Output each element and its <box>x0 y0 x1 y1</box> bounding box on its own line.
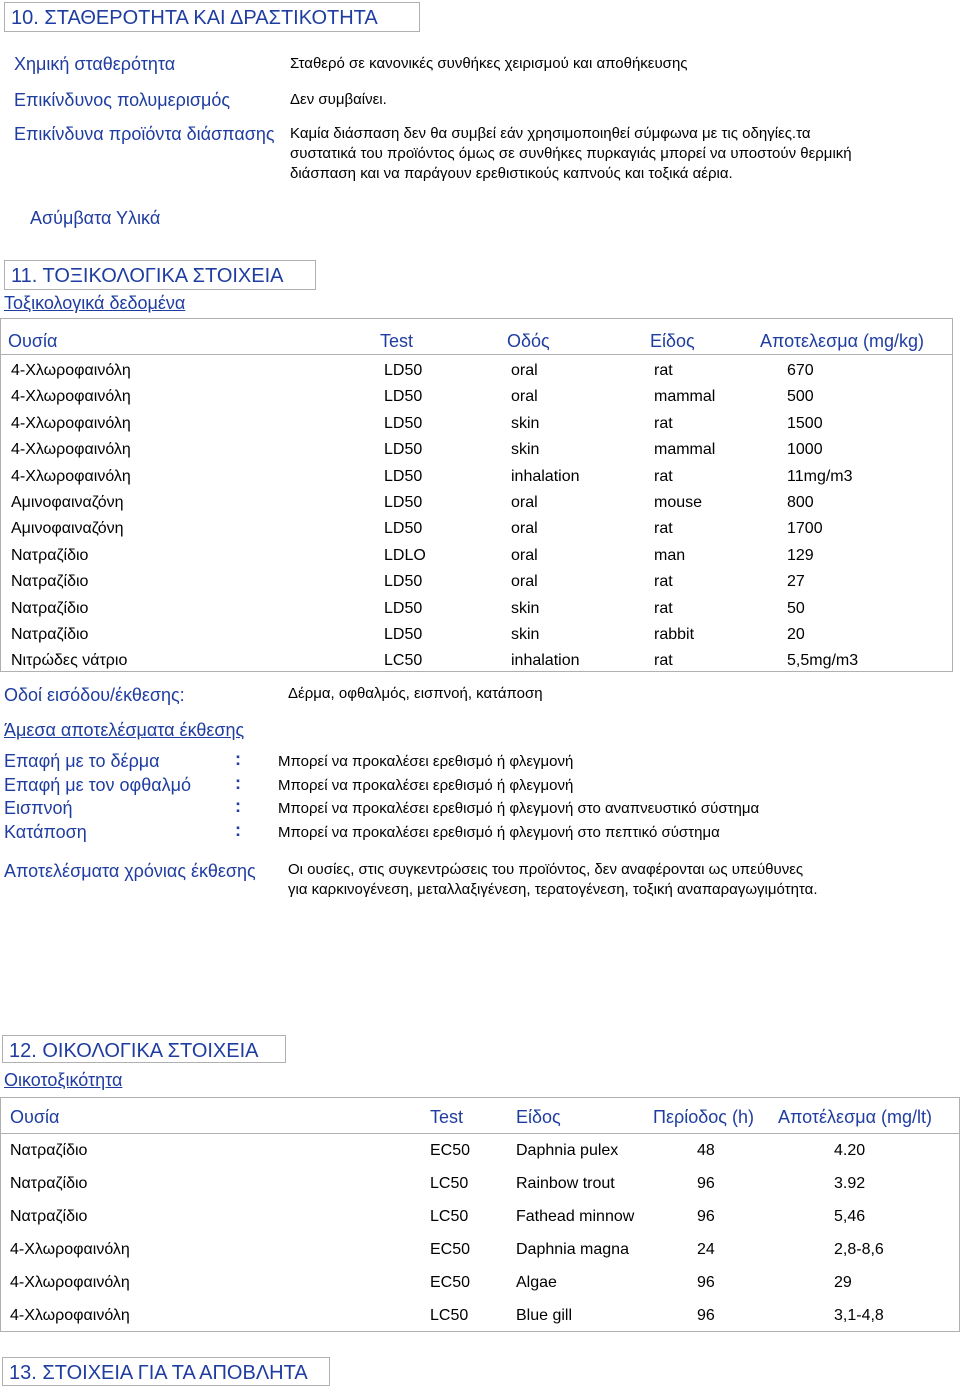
tox-cell-species: rat <box>654 573 673 591</box>
decomposition-label: Επικίνδυνα προϊόντα διάσπασης <box>14 124 275 144</box>
decomposition-line-2: συστατικά του προϊόντος όμως σε συνθήκες πυρκαγιάς μπορεί να υποστούν θερμική <box>290 145 852 162</box>
tox-cell-species: rat <box>654 414 673 432</box>
tox-cell-test: LD50 <box>384 520 423 538</box>
eco-cell-result: 3,1-4,8 <box>834 1307 884 1324</box>
eco-cell-result: 29 <box>834 1274 852 1291</box>
section-12-title: 12. ΟΙΚΟΛΟΓΙΚΑ ΣΤΟΙΧΕΙΑ <box>2 1035 286 1063</box>
eco-cell-result: 5,46 <box>834 1208 866 1225</box>
tox-cell-result: 20 <box>787 626 805 643</box>
eco-header-substance: Ουσία <box>10 1107 60 1127</box>
effect-colon: : <box>235 749 241 769</box>
chemical-stability-label: Χημική σταθερότητα <box>14 54 176 74</box>
tox-cell-substance: Αμινοφαιναζόνη <box>11 494 124 511</box>
tox-cell-substance: Νατραζίδιο <box>11 546 89 564</box>
tox-cell-substance: 4-Χλωροφαινόλη <box>11 362 131 379</box>
tox-cell-substance: 4-Χλωροφαινόλη <box>11 467 131 485</box>
tox-cell-route: inhalation <box>511 467 580 485</box>
effect-value: Μπορεί να προκαλέσει ερεθισμό ή φλεγμονή στο πεπτικό σύστημα <box>278 823 720 841</box>
tox-header-species: Είδος <box>650 331 695 351</box>
eco-cell-substance: Νατραζίδιο <box>10 1175 88 1192</box>
effect-label: Κατάποση <box>4 821 87 842</box>
tox-cell-route: oral <box>511 494 538 511</box>
effect-label: Επαφή με το δέρμα <box>4 751 160 771</box>
tox-cell-result: 1000 <box>787 441 823 459</box>
tox-cell-route: oral <box>511 573 538 591</box>
section-11-title: 11. ΤΟΞΙΚΟΛΟΓΙΚΑ ΣΤΟΙΧΕΙΑ <box>4 260 316 290</box>
tox-cell-result: 1500 <box>787 414 823 432</box>
effect-colon: : <box>235 796 241 816</box>
eco-cell-test: LC50 <box>430 1208 469 1225</box>
eco-cell-substance: 4-Χλωροφαινόλη <box>10 1307 130 1324</box>
eco-cell-species: Daphnia pulex <box>516 1142 619 1159</box>
eco-cell-test: EC50 <box>430 1274 471 1291</box>
eco-cell-species: Daphnia magna <box>516 1241 629 1258</box>
tox-cell-test: LD50 <box>384 467 423 485</box>
effect-value: Μπορεί να προκαλέσει ερεθισμό ή φλεγμονή στο αναπνευστικό σύστημα <box>278 800 760 817</box>
eco-cell-test: EC50 <box>430 1241 471 1258</box>
tox-cell-result: 50 <box>787 599 805 617</box>
exposure-routes-value: Δέρμα, οφθαλμός, εισπνοή, κατάποση <box>288 685 543 702</box>
tox-cell-test: LD50 <box>384 626 423 643</box>
tox-cell-result: 11mg/m3 <box>787 467 853 485</box>
tox-cell-substance: Νατραζίδιο <box>11 599 89 617</box>
tox-cell-result: 1700 <box>787 520 823 538</box>
tox-cell-route: oral <box>511 546 538 564</box>
tox-cell-species: rat <box>654 520 673 538</box>
chronic-effects-line-2: για καρκινογένεση, μεταλλαξιγένεση, τερατογένεση, τοξική αναπαραγωγιμότητα. <box>288 881 818 898</box>
effect-colon: : <box>235 819 241 840</box>
chemical-stability-value: Σταθερό σε κανονικές συνθήκες χειρισμού και αποθήκευσης <box>290 55 688 72</box>
tox-cell-route: inhalation <box>511 652 580 670</box>
tox-cell-test: LC50 <box>384 652 423 670</box>
eco-cell-substance: Νατραζίδιο <box>10 1142 88 1159</box>
eco-cell-test: LC50 <box>430 1175 469 1192</box>
tox-cell-result: 800 <box>787 494 814 511</box>
eco-header-species: Είδος <box>516 1107 561 1127</box>
chronic-effects-label: Αποτελέσματα χρόνιας έκθεσης <box>4 861 256 881</box>
tox-cell-test: LD50 <box>384 494 423 511</box>
eco-cell-period: 96 <box>697 1274 715 1291</box>
tox-cell-substance: Νιτρώδες νάτριο <box>11 652 128 670</box>
tox-cell-result: 5,5mg/m3 <box>787 652 859 670</box>
eco-cell-substance: Νατραζίδιο <box>10 1208 88 1225</box>
section-13-title: 13. ΣΤΟΙΧΕΙΑ ΓΙΑ ΤΑ ΑΠΟΒΛΗΤΑ <box>2 1357 330 1386</box>
ecotoxicity-header-divider <box>0 1133 960 1134</box>
tox-cell-test: LD50 <box>384 388 423 406</box>
tox-cell-route: oral <box>511 520 538 538</box>
effect-value: Μπορεί να προκαλέσει ερεθισμό ή φλεγμονή <box>278 776 574 794</box>
effect-label: Επαφή με τον οφθαλμό <box>4 774 192 795</box>
eco-cell-result: 3.92 <box>834 1175 866 1192</box>
section-10-title: 10. ΣΤΑΘΕΡΟΤΗΤΑ ΚΑΙ ΔΡΑΣΤΙΚΟΤΗΤΑ <box>4 2 420 32</box>
tox-cell-test: LD50 <box>384 414 423 432</box>
effect-value: Μπορεί να προκαλέσει ερεθισμό ή φλεγμονή <box>278 753 574 770</box>
tox-cell-test: LD50 <box>384 599 423 617</box>
eco-cell-species: Algae <box>516 1274 557 1291</box>
eco-cell-test: LC50 <box>430 1307 469 1324</box>
tox-header-result: Αποτελεσμα (mg/kg) <box>760 331 924 351</box>
eco-header-period: Περίοδος (h) <box>653 1107 754 1127</box>
tox-cell-species: rat <box>654 467 673 485</box>
toxicology-header-divider <box>0 354 953 355</box>
ecotoxicity-subtitle: Οικοτοξικότητα <box>4 1070 123 1090</box>
eco-cell-period: 96 <box>697 1307 715 1324</box>
eco-cell-result: 4.20 <box>834 1142 866 1159</box>
polymerization-label: Επικίνδυνος πολυμερισμός <box>14 90 231 110</box>
tox-cell-species: rat <box>654 599 673 617</box>
eco-cell-result: 2,8-8,6 <box>834 1241 884 1258</box>
tox-cell-substance: 4-Χλωροφαινόλη <box>11 441 131 459</box>
polymerization-value: Δεν συμβαίνει. <box>290 91 387 108</box>
eco-cell-test: EC50 <box>430 1142 471 1159</box>
toxicology-subtitle: Τοξικολογικά δεδομένα <box>4 293 186 313</box>
tox-cell-substance: Νατραζίδιο <box>11 626 89 643</box>
tox-cell-test: LD50 <box>384 573 423 591</box>
tox-header-route: Οδός <box>507 331 550 351</box>
effect-colon: : <box>235 772 241 793</box>
tox-cell-substance: Αμινοφαιναζόνη <box>11 520 124 538</box>
tox-cell-test: LDLO <box>384 546 426 564</box>
tox-cell-result: 27 <box>787 573 805 591</box>
eco-cell-period: 96 <box>697 1208 715 1225</box>
eco-cell-substance: 4-Χλωροφαινόλη <box>10 1241 130 1258</box>
eco-header-result: Αποτέλεσμα (mg/lt) <box>778 1107 932 1127</box>
tox-cell-substance: 4-Χλωροφαινόλη <box>11 414 131 432</box>
tox-cell-species: rabbit <box>654 626 695 643</box>
tox-header-substance: Ουσία <box>8 331 58 351</box>
eco-cell-period: 24 <box>697 1241 715 1258</box>
effect-label: Εισπνοή <box>4 798 73 818</box>
tox-cell-route: skin <box>511 441 540 459</box>
tox-header-test: Test <box>380 331 414 351</box>
eco-cell-species: Blue gill <box>516 1307 573 1324</box>
tox-cell-species: mammal <box>654 388 716 406</box>
eco-cell-species: Rainbow trout <box>516 1175 615 1192</box>
exposure-routes-label: Οδοί εισόδου/έκθεσης: <box>4 685 185 705</box>
tox-cell-result: 500 <box>787 388 814 406</box>
eco-cell-substance: 4-Χλωροφαινόλη <box>10 1274 130 1291</box>
tox-cell-route: skin <box>511 414 540 432</box>
tox-cell-result: 129 <box>787 546 814 564</box>
tox-cell-test: LD50 <box>384 362 423 379</box>
tox-cell-route: oral <box>511 388 538 406</box>
tox-cell-test: LD50 <box>384 441 423 459</box>
incompatible-materials-label: Ασύμβατα Υλικά <box>30 208 161 228</box>
tox-cell-substance: 4-Χλωροφαινόλη <box>11 388 131 406</box>
tox-cell-route: oral <box>511 362 538 379</box>
eco-cell-period: 96 <box>697 1175 715 1192</box>
eco-cell-period: 48 <box>697 1142 715 1159</box>
tox-cell-route: skin <box>511 599 540 617</box>
eco-cell-species: Fathead minnow <box>516 1208 635 1225</box>
tox-cell-result: 670 <box>787 362 814 379</box>
tox-cell-substance: Νατραζίδιο <box>11 573 89 591</box>
tox-cell-route: skin <box>511 626 540 643</box>
immediate-effects-title: Άμεσα αποτελέσματα έκθεσης <box>4 720 245 740</box>
tox-cell-species: rat <box>654 362 673 379</box>
eco-header-test: Test <box>430 1107 464 1127</box>
decomposition-line-1: Καμία διάσπαση δεν θα συμβεί εάν χρησιμοποιηθεί σύμφωνα με τις οδηγίες.τα <box>290 125 811 142</box>
decomposition-line-3: διάσπαση και να παράγουν ερεθιστικούς καπνούς και τοξικά αέρια. <box>290 165 733 182</box>
tox-cell-species: man <box>654 546 686 564</box>
tox-cell-species: rat <box>654 652 673 670</box>
tox-cell-species: mammal <box>654 441 716 459</box>
tox-cell-species: mouse <box>654 494 703 511</box>
chronic-effects-line-1: Οι ουσίες, στις συγκεντρώσεις του προϊόντος, δεν αναφέρονται ως υπεύθυνες <box>288 861 804 878</box>
